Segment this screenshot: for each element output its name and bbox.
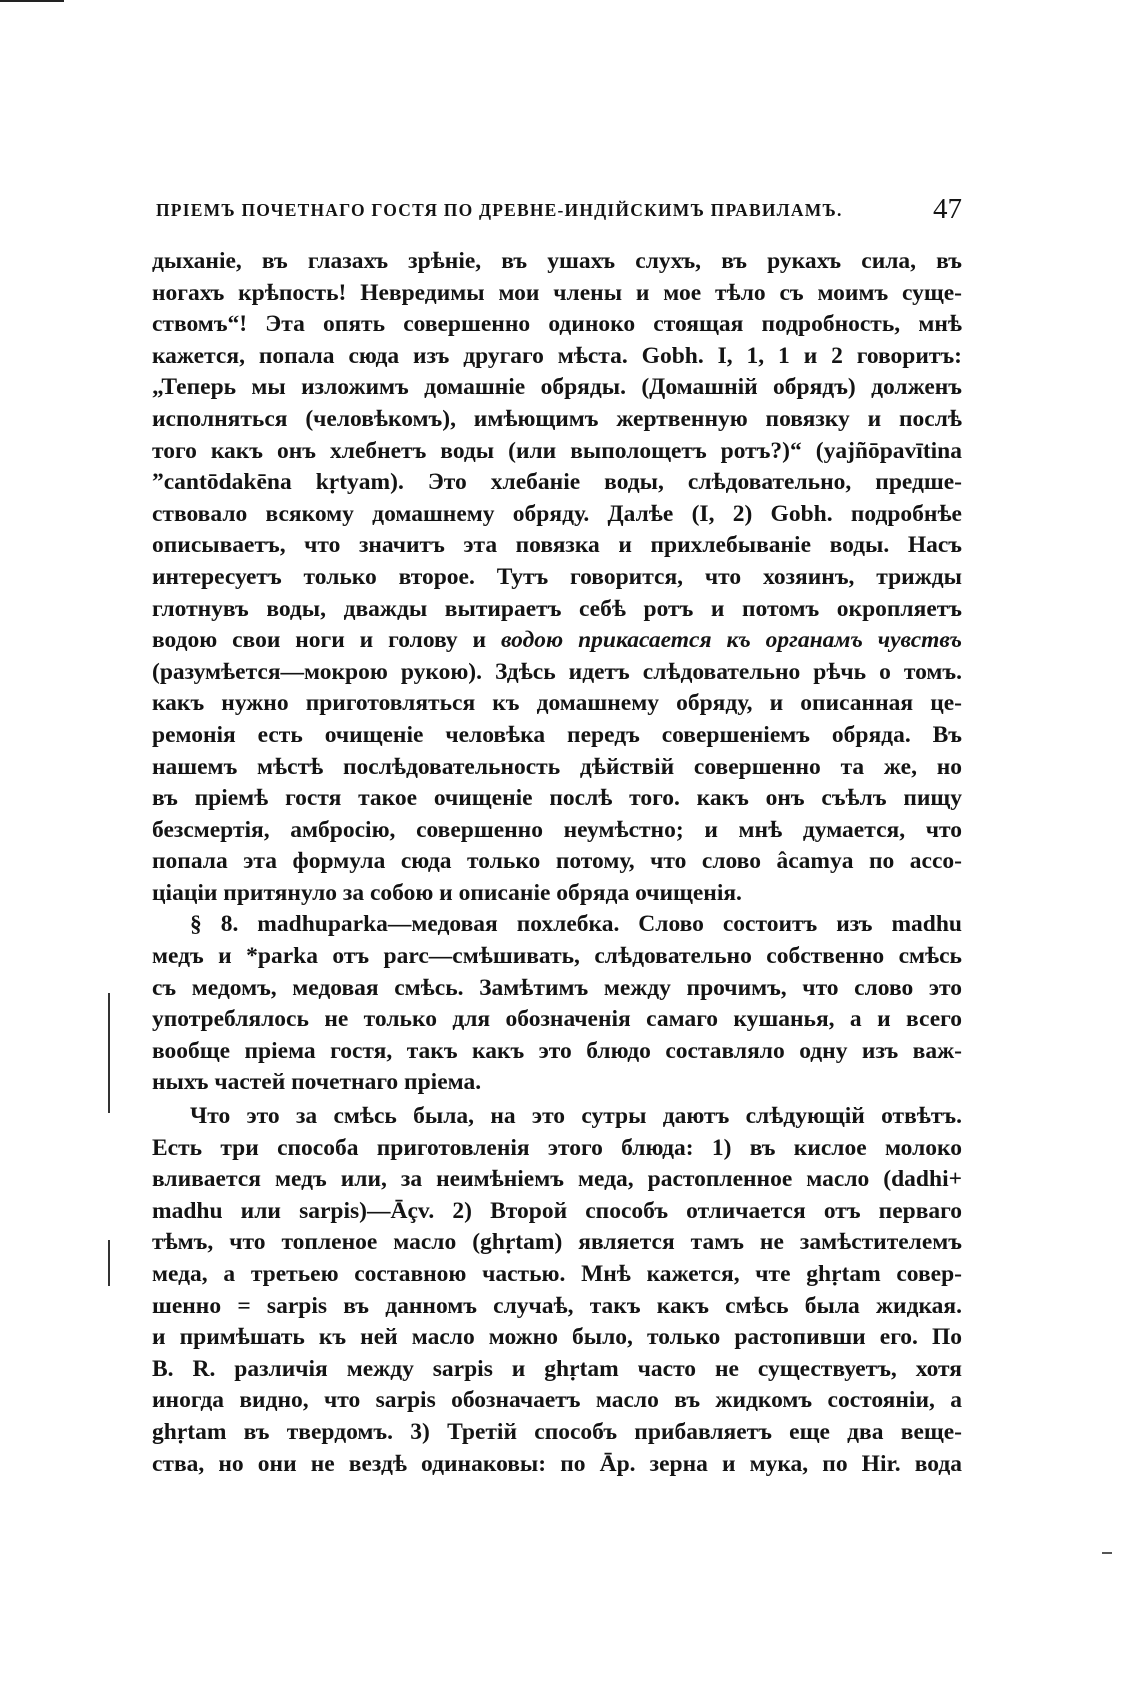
text-line: описываетъ, что значитъ эта повязка и прихлебываніе воды. Насъ (152, 532, 962, 559)
text-line: попала эта формула сюда только потому, что слово âcamya по ассо- (152, 848, 962, 875)
text-line: вообще пріема гостя, такъ какъ это блюдо составляло одну изъ важ- (152, 1037, 962, 1064)
text-line: меда, а третьею составною частью. Мнѣ кажется, чте ghṛtam совер- (152, 1261, 962, 1287)
text-line: употреблялось не только для обозначенія самаго кушанья, а и всего (152, 1006, 962, 1033)
body-text (152, 246, 962, 1480)
text-line: ства, но они не вездѣ одинаковы: по Āp. зерна и мука, по Hir. вода (152, 1450, 962, 1477)
text-line: ствовало всякому домашнему обряду. Далѣе (I, 2) Gobh. подробнѣе (152, 500, 962, 527)
text-line: безсмертія, амбросію, совершенно неумѣстно; и мнѣ думается, что (152, 816, 962, 843)
text-line: нашемъ мѣстѣ послѣдовательность дѣйствій совершенно та же, но (152, 753, 962, 780)
text-line: иногда видно, что sarpis обозначаетъ масло въ жидкомъ состояніи, а (152, 1387, 962, 1414)
margin-mark (108, 993, 110, 1113)
text-line: и примѣшать къ ней масло можно было, только растопивши его. По (152, 1324, 962, 1351)
margin-mark (108, 1240, 110, 1286)
text-line: ногахъ крѣпость! Невредимы мои члены и мое тѣло съ моимъ суще- (152, 279, 962, 306)
paragraph-start-line: Что это за смѣсь была, на это сутры даютъ слѣдующій отвѣтъ. (190, 1103, 962, 1130)
text-line: какъ нужно приготовляться къ домашнему обряду, и описанная це- (152, 690, 962, 717)
text-line: тѣмъ, что топленое масло (ghṛtam) является тамъ не замѣстителемъ (152, 1229, 962, 1256)
text-line: медъ и *parka отъ parc—смѣшивать, слѣдовательно собственно смѣсь (152, 943, 962, 970)
text-line: ghṛtam въ твердомъ. 3) Третій способъ прибавляетъ еще два веще- (152, 1418, 962, 1445)
text-line: ”cantōdakēna kṛtyam). Это хлебаніе воды, слѣдовательно, предше- (152, 469, 962, 496)
text-line: (разумѣется—мокрою рукою). Здѣсь идетъ слѣдовательно рѣчь о томъ. (152, 658, 962, 685)
text-line: исполняться (человѣкомъ), имѣющимъ жертвенную повязку и послѣ (152, 405, 962, 432)
paragraph-start-line: § 8. madhuparka—медовая похлебка. Слово состоитъ изъ madhu (190, 911, 962, 938)
scan-corner-mark (0, 0, 64, 2)
text-line: „Теперь мы изложимъ домашніе обряды. (Домашній обрядъ) долженъ (152, 374, 962, 401)
text-line: съ медомъ, медовая смѣсь. Замѣтимъ между прочимъ, что слово это (152, 974, 962, 1001)
text-line: шенно = sarpis въ данномъ случаѣ, такъ какъ смѣсь была жидкая. (152, 1292, 962, 1319)
text-line: ныхъ частей почетнаго пріема. (152, 1069, 482, 1096)
running-head (144, 194, 962, 224)
text-line: водою свои ноги и голову и водою прикасается къ органамъ чувствъ (152, 627, 962, 654)
text-line: ремонія есть очищеніе человѣка передъ совершеніемъ обряда. Въ (152, 721, 962, 748)
text-line: Есть три способа приготовленія этого блюда: 1) въ кислое молоко (152, 1134, 962, 1161)
text-line: интересуетъ только второе. Тутъ говорится, что хозяинъ, трижды (152, 563, 962, 590)
text-line: ствомъ“! Эта опять совершенно одиноко стоящая подробность, мнѣ (152, 311, 962, 338)
text-line: глотнувъ воды, дважды вытираетъ себѣ ротъ и потомъ окропляетъ (152, 595, 962, 622)
text-line: ціаціи притянуло за собою и описаніе обряда очищенія. (152, 879, 742, 906)
text-line: въ пріемѣ гостя такое очищеніе послѣ того. какъ онъ съѣлъ пищу (152, 785, 962, 812)
text-line: того какъ онъ хлебнетъ воды (или выполощетъ ротъ?)“ (yajñōpavītina (152, 437, 962, 464)
scan-artifact-dash (1102, 1552, 1112, 1554)
text-line: madhu или sarpis)—Āçv. 2) Второй способъ отличается отъ перваго (152, 1197, 962, 1224)
text-line: дыханіе, въ глазахъ зрѣніе, въ ушахъ слухъ, въ рукахъ сила, въ (152, 248, 962, 274)
running-head-title: ПРІЕМЪ ПОЧЕТНАГО ГОСТЯ ПО ДРЕВНЕ-ИНДІЙСКИМЪ ПРАВИЛАМЪ. (156, 200, 843, 220)
text-line: вливается медъ или, за неимѣніемъ меда, растопленное масло (dadhi+ (152, 1166, 962, 1193)
text-line: кажется, попала сюда изъ другаго мѣста. Gobh. I, 1, 1 и 2 говоритъ: (152, 342, 962, 369)
page-number: 47 (933, 193, 962, 225)
text-line: B. R. различія между sarpis и ghṛtam часто не существуетъ, хотя (152, 1355, 962, 1382)
